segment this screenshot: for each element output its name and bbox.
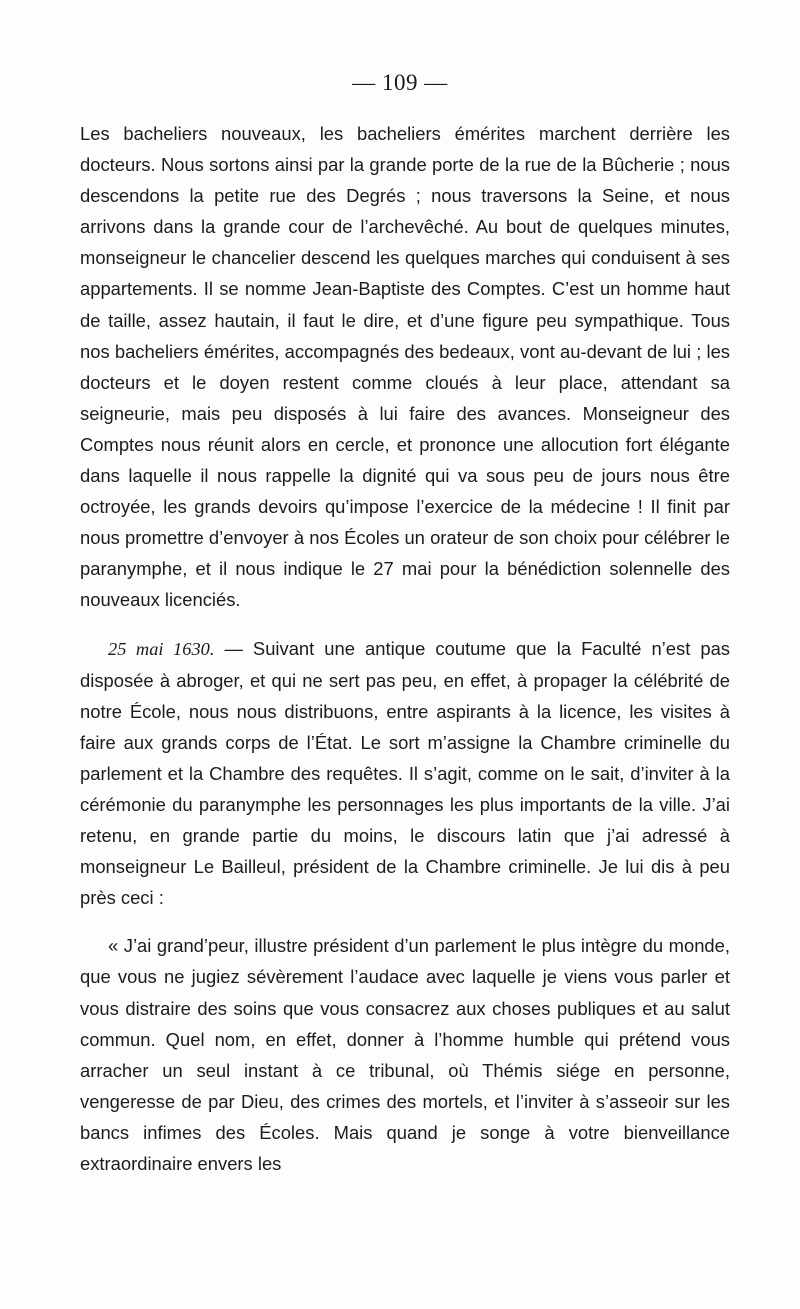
paragraph-visits xyxy=(80,633,730,914)
paragraph-speech: « J’ai grand’peur, illustre président d’un parlement le plus intègre du monde, que vous ne jugiez sévèrement l’audace avec laquelle je viens vous parler et vous distraire des soins que vous consacrez aux choses publiques et au salut commun. Quel nom, en effet, donner à l’homme humble qui prétend vous arracher un seul instant à ce tribunal, où Thémis siége en personne, vengeresse de par Dieu, des crimes des mortels, et l’inviter à s’asseoir sur les bancs infimes des Écoles. Mais quand je songe à votre bienveillance extraordinaire envers les xyxy=(80,935,730,1174)
page-number: — 109 — xyxy=(352,70,448,95)
entry-date: 25 mai 1630. xyxy=(108,638,215,659)
paragraph-visits-text: — Suivant une antique coutume que la Faculté n’est pas disposée à abroger, et qui ne sert pas peu, en effet, à propager la célébrité de notre École, nous nous distribuons, entre aspirants à la licence, les visites à faire aux grands corps de l’État. Le sort m’assigne la Chambre criminelle du parlement et la Chambre des requêtes. Il s’agit, comme on le sait, d’inviter à la cérémonie du paranymphe les personnages les plus importants de la ville. J’ai retenu, en grande partie du moins, le discours latin que j’ai adressé à monseigneur Le Bailleul, président de la Chambre criminelle. Je lui dis à peu près ceci : xyxy=(80,637,730,909)
paragraph-procession: Les bacheliers nouveaux, les bacheliers émérites marchent derrière les docteurs. Nous sortons ainsi par la grande porte de la rue de la Bûcherie ; nous descendons la petite rue des Degrés ; nous traversons la Seine, et nous arrivons dans la grande cour de l’archevêché. Au bout de quelques minutes, monseigneur le chancelier descend les quelques marches qui conduisent à ses appartements. Il se nomme Jean-Baptiste des Comptes. C’est un homme haut de taille, assez hautain, il faut le dire, et d’une figure peu sympathique. Tous nos bacheliers émérites, accompagnés des bedeaux, vont au-devant de lui ; les docteurs et le doyen restent comme cloués à leur place, attendant sa seigneurie, mais peu disposés à lui faire des avances. Monseigneur des Comptes nous réunit alors en cercle, et prononce une allocution fort élégante dans laquelle il nous rappelle la dignité qui va sous peu de jours nous être octroyée, les grands devoirs qu’impose l’exercice de la médecine ! Il finit par nous promettre d’envoyer à nos Écoles un orateur de son choix pour célébrer le paranymphe, et il nous indique le 27 mai pour la bénédiction solennelle des nouveaux licenciés. xyxy=(80,123,730,611)
body-text xyxy=(80,118,730,1179)
